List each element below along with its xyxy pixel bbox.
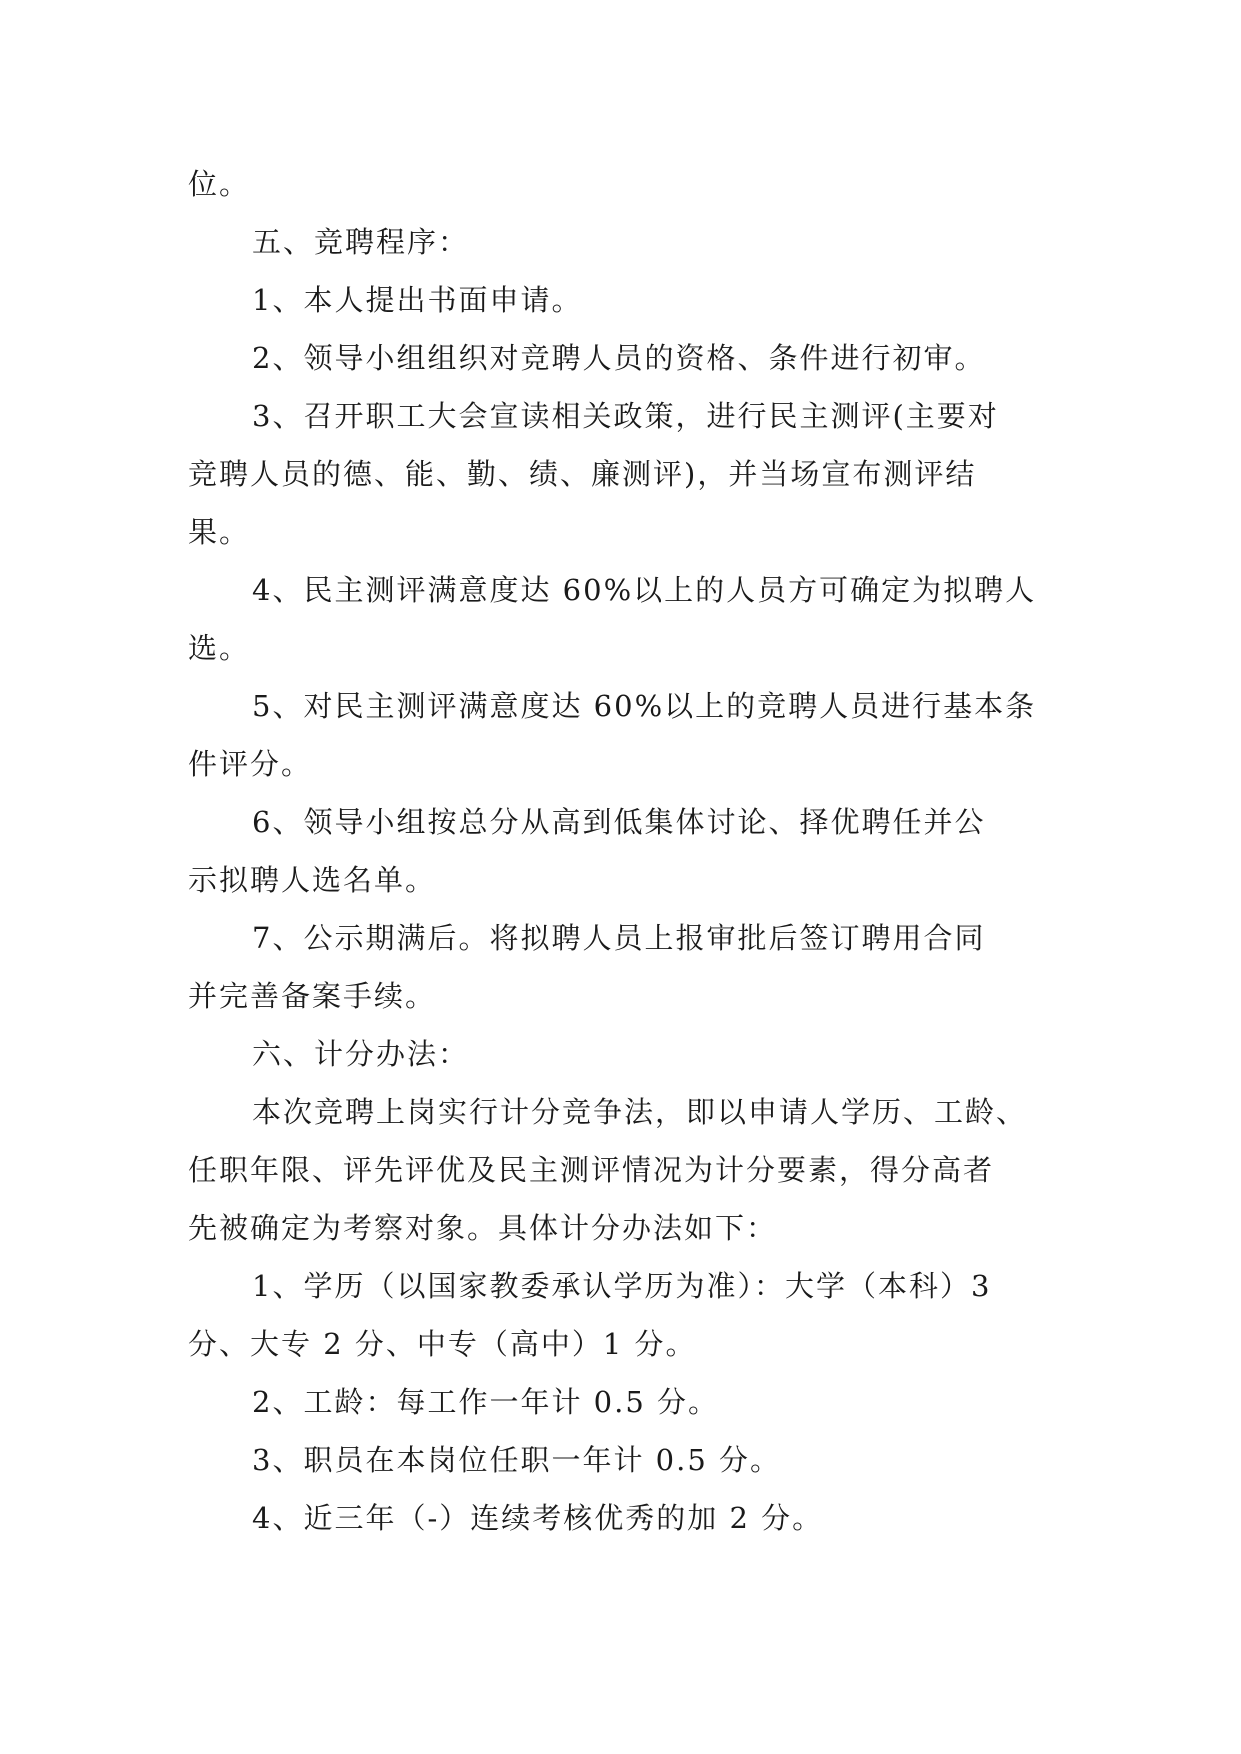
section-heading: 五、竞聘程序： xyxy=(252,225,470,259)
text-line: 1、学历（以国家教委承认学历为准）：大学（本科）3 xyxy=(252,1269,992,1303)
text-line: 任职年限、评先评优及民主测评情况为计分要素，得分高者 xyxy=(188,1153,995,1187)
text-line: 5、对民主测评满意度达 60%以上的竞聘人员进行基本条 xyxy=(252,689,1037,723)
section-heading: 六、计分办法： xyxy=(252,1037,470,1071)
text-line: 7、公示期满后。将拟聘人员上报审批后签订聘用合同 xyxy=(252,921,986,955)
text-line: 1、本人提出书面申请。 xyxy=(252,283,583,317)
text-line: 位。 xyxy=(188,167,251,201)
text-line: 先被确定为考察对象。具体计分办法如下： xyxy=(188,1211,778,1245)
text-line: 6、领导小组按总分从高到低集体讨论、择优聘任并公 xyxy=(252,805,986,839)
text-line: 2、领导小组组织对竞聘人员的资格、条件进行初审。 xyxy=(252,341,986,375)
text-line: 分、大专 2 分、中专（高中）1 分。 xyxy=(188,1327,697,1361)
text-line: 4、近三年（-）连续考核优秀的加 2 分。 xyxy=(252,1501,824,1535)
text-line: 并完善备案手续。 xyxy=(188,979,437,1013)
text-line: 2、工龄：每工作一年计 0.5 分。 xyxy=(252,1385,720,1419)
text-line: 示拟聘人选名单。 xyxy=(188,863,437,897)
text-line: 本次竞聘上岗实行计分竞争法，即以申请人学历、工龄、 xyxy=(252,1095,1028,1129)
text-line: 4、民主测评满意度达 60%以上的人员方可确定为拟聘人 xyxy=(252,573,1037,607)
text-line: 3、职员在本岗位任职一年计 0.5 分。 xyxy=(252,1443,782,1477)
text-line: 件评分。 xyxy=(188,747,313,781)
text-line: 3、召开职工大会宣读相关政策，进行民主测评(主要对 xyxy=(252,399,999,433)
text-line: 选。 xyxy=(188,631,251,665)
text-line: 竞聘人员的德、能、勤、绩、廉测评)，并当场宣布测评结 xyxy=(188,457,977,491)
text-line: 果。 xyxy=(188,515,251,549)
